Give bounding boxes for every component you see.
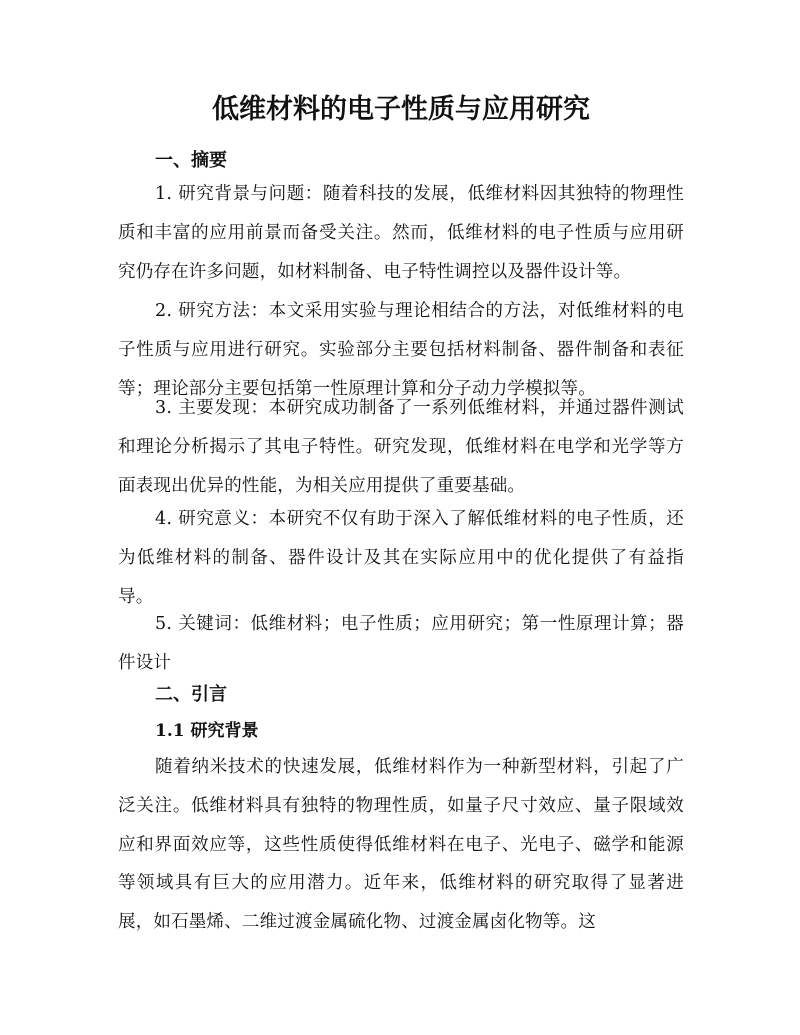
document-title: 低维材料的电子性质与应用研究	[212, 94, 590, 125]
subsection-heading-background: 1.1 研究背景	[155, 721, 259, 741]
section-heading-abstract: 一、摘要	[155, 150, 227, 171]
abstract-paragraph-significance: 4. 研究意义：本研究不仅有助于深入了解低维材料的电子性质，还为低维材料的制备、器件设计及其在实际应用中的优化提供了有益指导。	[118, 509, 684, 607]
introduction-paragraph: 随着纳米技术的快速发展，低维材料作为一种新型材料，引起了广泛关注。低维材料具有独特的物理性质，如量子尺寸效应、量子限域效应和界面效应等，这些性质使得低维材料在电子、光电子、磁学和能源等领域具有巨大的应用潜力。近年来，低维材料的研究取得了显著进展，如石墨烯、二维过渡金属硫化物、过渡金属卤化物等。这	[118, 757, 684, 933]
abstract-paragraph-findings: 3. 主要发现：本研究成功制备了一系列低维材料，并通过器件测试和理论分析揭示了其电子特性。研究发现，低维材料在电学和光学等方面表现出优异的性能，为相关应用提供了重要基础。	[118, 398, 684, 496]
abstract-paragraph-methods: 2. 研究方法：本文采用实验与理论相结合的方法，对低维材料的电子性质与应用进行研究。实验部分主要包括材料制备、器件制备和表征等；理论部分主要包括第一性原理计算和分子动力学模拟等。	[118, 301, 684, 399]
abstract-paragraph-background: 1. 研究背景与问题：随着科技的发展，低维材料因其独特的物理性质和丰富的应用前景而备受关注。然而，低维材料的电子性质与应用研究仍存在许多问题，如材料制备、电子特性调控以及器件设计等。	[118, 184, 684, 282]
section-heading-introduction: 二、引言	[155, 684, 227, 705]
abstract-paragraph-keywords: 5. 关键词：低维材料；电子性质；应用研究；第一性原理计算；器件设计	[118, 614, 684, 673]
